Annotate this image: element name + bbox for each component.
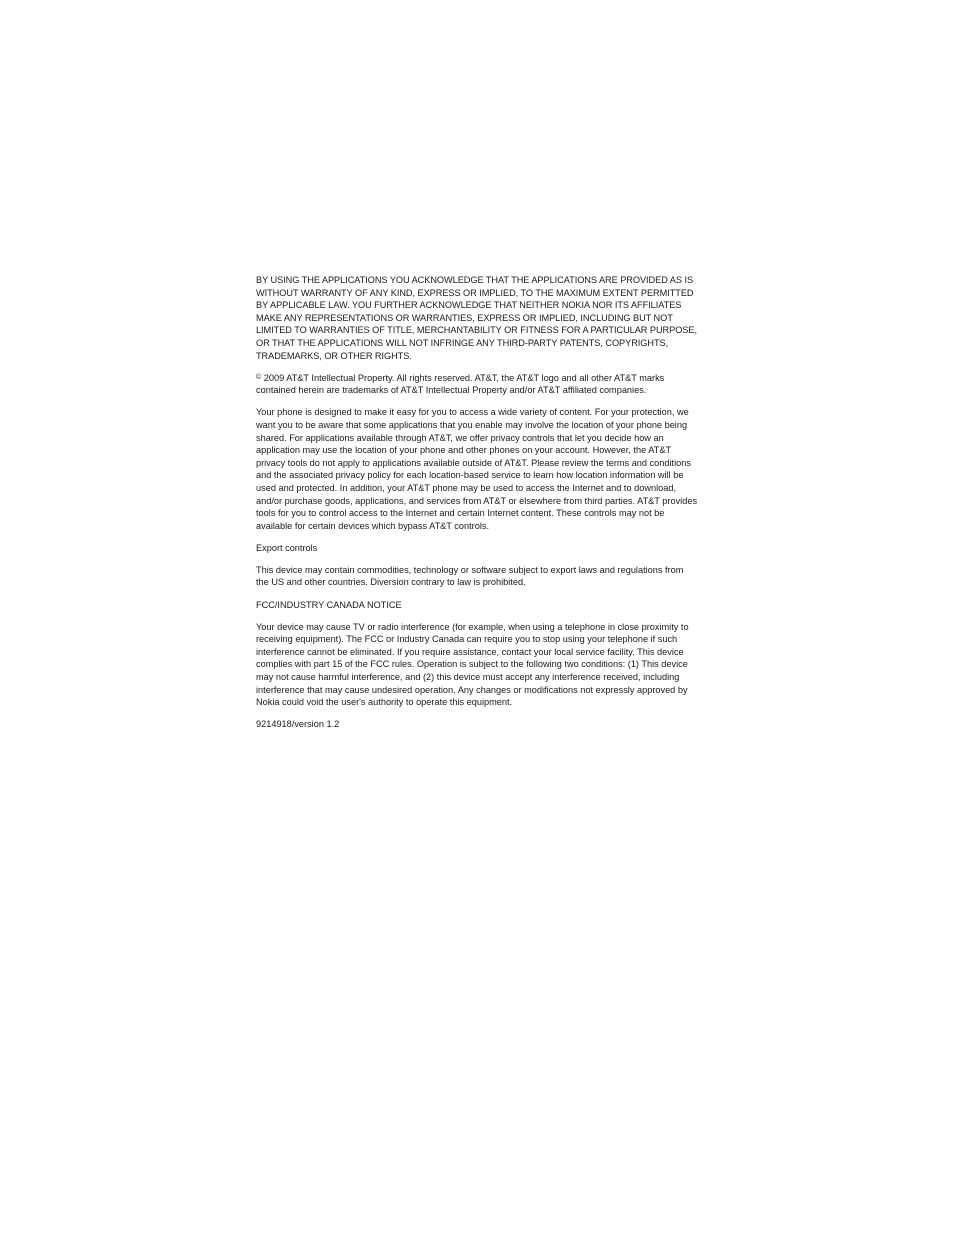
fcc-notice-text: Your device may cause TV or radio interference (for example, when using a telephone in close proximity to receiving equipment). The FCC or Industry Canada can require you to stop using your telephone if such interference cannot be eliminated. If you require assistance, contact your local service facility. This device complies with part 15 of the FCC rules. Operation is subject to the following two conditions: (1) This device may not cause harmful interference, and (2) this device must accept any interference received, including interference that may cause undesired operation. Any changes or modifications not expressly approved by Nokia could void the user's authority to operate this equipment. [256, 621, 689, 708]
fcc-notice-heading: FCC/INDUSTRY CANADA NOTICE [256, 599, 402, 610]
copyright-text: 2009 AT&T Intellectual Property. All rights reserved. AT&T, the AT&T logo and all other AT&T marks contained herein are trademarks of AT&T Intellectual Property and/or AT&T affiliated companies. [256, 372, 665, 396]
document-page [256, 274, 698, 740]
document-version: 9214918/version 1.2 [256, 719, 340, 730]
copyright-notice [256, 372, 698, 397]
privacy-notice: Your phone is designed to make it easy for you to access a wide variety of content. For your protection, we want you to be aware that some applications that you enable may involve the location of your phone being shared. For applications available through AT&T, we offer privacy controls that let you decide how an application may use the location of your phone and other phones on your account. However, the AT&T privacy tools do not apply to applications available outside of AT&T. Please review the terms and conditions and the associated privacy policy for each location-based service to learn how location information will be used and protected. In addition, your AT&T phone may be used to access the Internet and to download, and/or purchase goods, applications, and services from AT&T or elsewhere from third parties. AT&T provides tools for you to control access to the Internet and certain Internet content. These controls may not be available for certain devices which bypass AT&T controls. [256, 407, 698, 531]
export-controls-heading: Export controls [256, 542, 318, 553]
copyright-symbol: © [256, 373, 262, 381]
export-controls-text: This device may contain commodities, technology or software subject to export laws and regulations from the US and other countries. Diversion contrary to law is prohibited. [256, 564, 684, 588]
warranty-disclaimer: BY USING THE APPLICATIONS YOU ACKNOWLEDGE THAT THE APPLICATIONS ARE PROVIDED AS IS WITHOUT WARRANTY OF ANY KIND, EXPRESS OR IMPLIED, TO THE MAXIMUM EXTENT PERMITTED BY APPLICABLE LAW. YOU FURTHER ACKNOWLEDGE THAT NEITHER NOKIA NOR ITS AFFILIATES MAKE ANY REPRESENTATIONS OR WARRANTIES, EXPRESS OR IMPLIED, INCLUDING BUT NOT LIMITED TO WARRANTIES OF TITLE, MERCHANTABILITY OR FITNESS FOR A PARTICULAR PURPOSE, OR THAT THE APPLICATIONS WILL NOT INFRINGE ANY THIRD-PARTY PATENTS, COPYRIGHTS, TRADEMARKS, OR OTHER RIGHTS. [256, 275, 697, 361]
